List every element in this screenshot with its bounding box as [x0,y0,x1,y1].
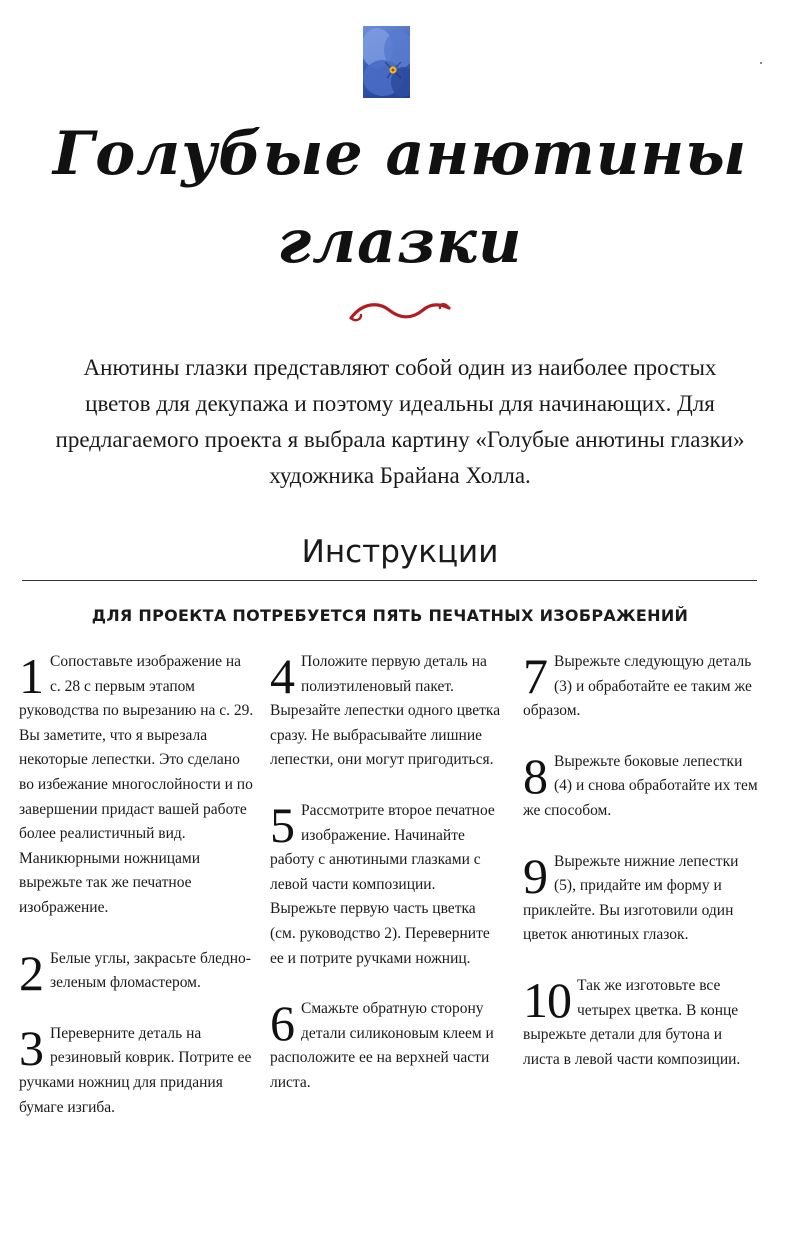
step-3 [19,1019,254,1120]
step-number: 7 [523,648,548,704]
step-2 [19,944,254,1001]
step-text: Вырежьте нижние лепестки (5), придайте им форму и приклейте. Вы изготовили один цветок анютиных глазок. [523,852,739,944]
step-1 [19,650,254,921]
step-number: 3 [19,1019,44,1076]
section-divider [22,580,757,581]
step-text: Белые углы, закрасьте бледно-зеленым фломастером. [50,949,251,992]
steps-column-2 [270,650,505,1122]
step-text: Так же изготовьте все четырех цветка. В конце вырежьте детали для бутона и листа в левой части композиции. [523,976,741,1068]
intro-paragraph: Анютины глазки представляют собой один из наиболее простых цветов для декупажа и поэтому идеальны для начинающих. Для предлагаемого проекта я выбрала картину «Голубые анютины глазки» художника Брайана Холла. [55,355,745,488]
step-number: 1 [19,648,44,704]
step-9 [523,847,759,948]
swirl-ornament-icon [345,296,455,326]
step-8 [523,747,759,824]
step-text: Рассмотрите второе печатное изображение. Начинайте работу с анютиными глазками с левой части композиции. Вырежьте первую часть цветка (см. руководство 2). Переверните ее и потрите ручками ножниц. [270,801,495,967]
steps-column-1 [19,650,254,1146]
steps-column-3 [523,650,759,1098]
step-number: 5 [270,796,295,853]
step-7 [523,650,759,724]
step-text: Вырежьте следующую деталь (3) и обработайте ее таким же образом. [523,653,752,720]
page-title-line1: Голубые анютины [52,119,748,189]
step-number: 8 [523,747,548,804]
step-number: 9 [523,847,548,904]
step-number: 6 [270,995,295,1052]
step-text: Положите первую деталь на полиэтиленовый пакет. Вырезайте лепестки одного цветка сразу. Не выбрасывайте лишние лепестки, они могут пригодиться. [270,653,501,769]
step-6 [270,997,505,1095]
materials-subheading: ДЛЯ ПРОЕКТА ПОТРЕБУЕТСЯ ПЯТЬ ПЕЧАТНЫХ ИЗОБРАЖЕНИЙ [91,606,689,625]
step-text: Переверните деталь на резиновый коврик. Потрите ее ручками ножниц для придания бумаге изгиба. [19,1024,252,1116]
section-title: Инструкции [301,534,499,570]
page-title [0,110,800,286]
pansy-flower-icon [363,26,410,98]
step-4 [270,650,505,773]
step-5 [270,796,505,971]
step-number: 10 [523,971,571,1028]
step-text: Вырежьте боковые лепестки (4) и снова обработайте их тем же способом. [523,752,758,819]
page-title-line2: глазки [277,207,523,277]
step-text: Сопоставьте изображение на с. 28 с первым этапом руководства по вырезанию на с. 29. Вы заметите, что я вырезала некоторые лепестки. Это сделано во избежание многослойности и по завершении придаст вашей работе более реалистичный вид. Маникюрными ножницами вырежьте так же печатное изображение. [19,653,254,916]
step-number: 4 [270,648,295,704]
step-text: Смажьте обратную сторону детали силиконовым клеем и расположите ее на верхней части листа. [270,1000,494,1091]
step-number: 2 [19,944,44,1001]
scan-artifact [760,62,762,64]
step-10 [523,971,759,1072]
